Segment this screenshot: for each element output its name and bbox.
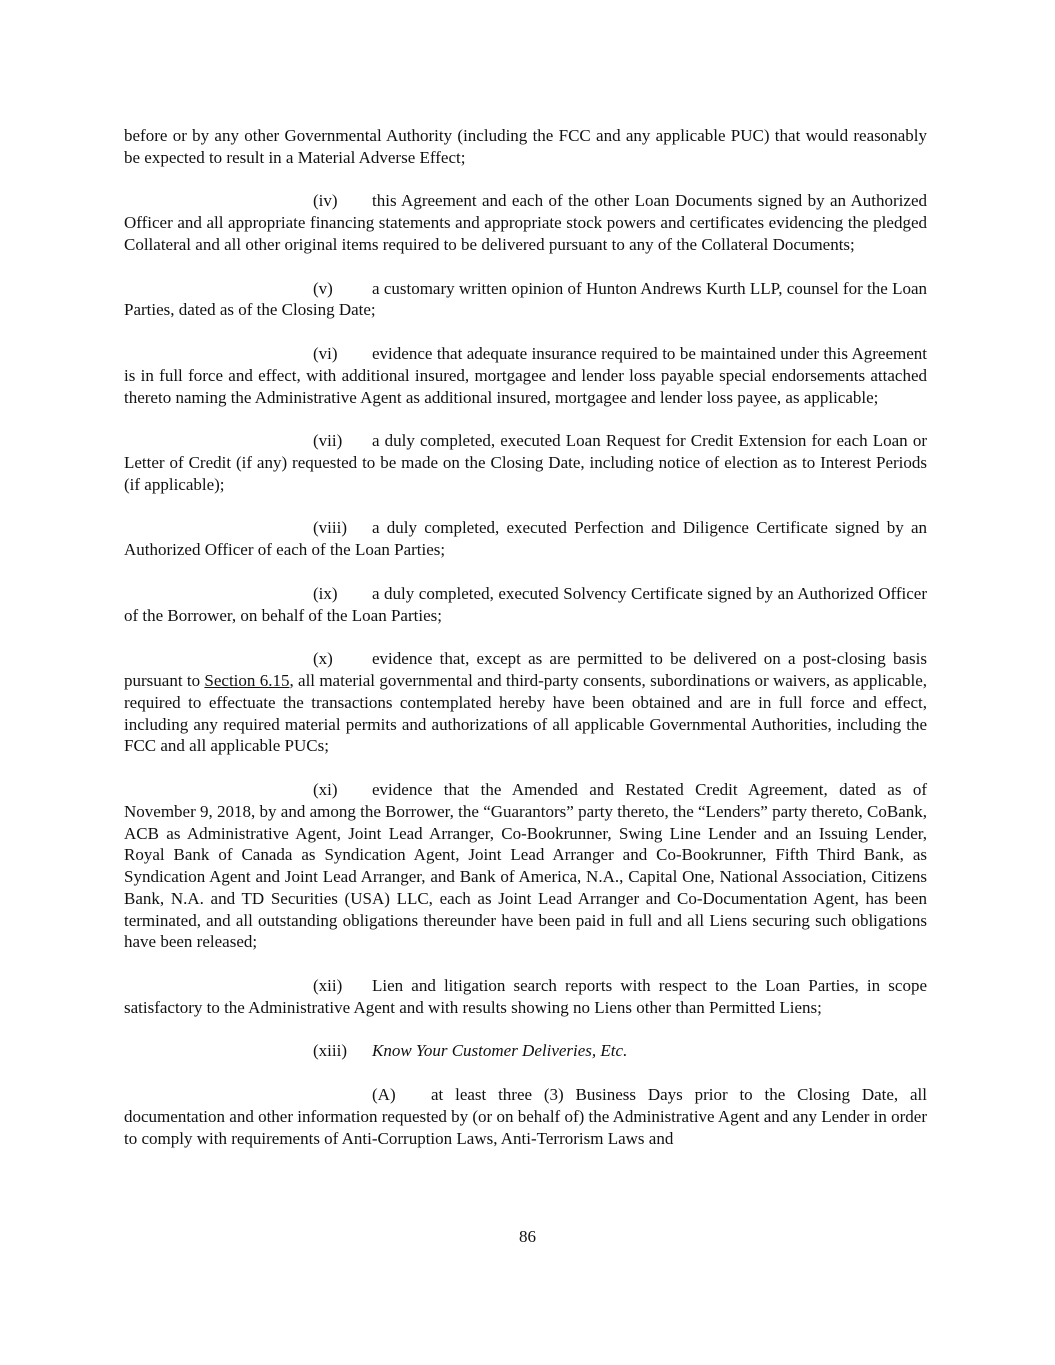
clause-number: (xiii) — [313, 1041, 347, 1061]
clause-text-continued: , all material governmental and third-party consents, subordinations or waivers, as applicable, required to effectuate the transactions contemplated hereby have been obtained and are in full force and effect, including any required material permits and authorizations of all applicable Governmental Authorities, including the FCC and all applicable PUCs; — [124, 670, 927, 756]
clause-heading: Know Your Customer Deliveries, Etc. — [372, 1041, 628, 1061]
section-reference-link[interactable]: Section 6.15 — [204, 670, 290, 690]
clause-vii — [124, 430, 927, 495]
clause-text: a duly completed, executed Loan Request for Credit Extension for each Loan or Letter of Credit (if any) requested to be made on the Closing Date, including notice of election as to Interest Periods (if applicable); — [124, 431, 927, 494]
clause-viii — [124, 517, 927, 561]
page-number: 86 — [519, 1227, 536, 1246]
clause-ix — [124, 583, 927, 627]
clause-text: Lien and litigation search reports with respect to the Loan Parties, in scope satisfactory to the Administrative Agent and with results showing no Liens other than Permitted Liens; — [124, 976, 927, 1017]
clause-number: (A) — [372, 1085, 396, 1105]
clause-number: (vi) — [313, 343, 338, 363]
clause-xi — [124, 779, 927, 953]
page-body — [124, 125, 927, 1171]
clause-number: (xi) — [313, 779, 338, 799]
clause-text: evidence that adequate insurance required to be maintained under this Agreement is in full force and effect, with additional insured, mortgagee and lender loss payable special endorsements attached thereto naming the Administrative Agent as additional insured, mortgagee and lender loss payee, as applicable; — [124, 343, 927, 407]
clause-text: a duly completed, executed Perfection and Diligence Certificate signed by an Authorized Officer of each of the Loan Parties; — [124, 518, 927, 560]
clause-number: (x) — [313, 649, 333, 669]
clause-number: (iv) — [313, 191, 338, 211]
clause-number: (ix) — [313, 583, 338, 603]
clause-text: this Agreement and each of the other Loan Documents signed by an Authorized Officer and all appropriate financing statements and appropriate stock powers and certificates evidencing the pledged Collateral and all other original items required to be delivered pursuant to any of the Collateral Documents; — [124, 191, 927, 254]
clause-number: (vii) — [313, 431, 343, 451]
clause-xiii — [124, 1040, 927, 1062]
continuation-paragraph: before or by any other Governmental Authority (including the FCC and any applicable PUC) that would reasonably be expected to result in a Material Adverse Effect; — [124, 126, 927, 167]
clause-iv — [124, 190, 927, 255]
clause-v — [124, 278, 927, 322]
clause-number: (v) — [313, 278, 333, 298]
subclause-A — [124, 1084, 927, 1149]
clause-text: evidence that the Amended and Restated Credit Agreement, dated as of November 9, 2018, by and among the Borrower, the “Guarantors” party thereto, the “Lenders” party thereto, CoBank, ACB as Administrative Agent, Joint Lead Arranger, Co-Bookrunner, Swing Line Lender and an Issuing Lender, Royal Bank of Canada as Syndication Agent, Joint Lead Arranger and Co-Bookrunner, Fifth Third Bank, as Syndication Agent and Joint Lead Arranger, and Bank of America, N.A., Capital One, National Association, Citizens Bank, N.A. and TD Securities (USA) LLC, each as Joint Lead Arranger and Co-Documentation Agent, has been terminated, and all outstanding obligations thereunder have been paid in full and all Liens securing such obligations have been released; — [124, 779, 927, 952]
clause-text: a duly completed, executed Solvency Certificate signed by an Authorized Officer of the Borrower, on behalf of the Loan Parties; — [124, 583, 927, 625]
clause-x — [124, 648, 927, 757]
clause-number: (viii) — [313, 518, 347, 538]
clause-number: (xii) — [313, 976, 343, 996]
clause-text: evidence that, except as are permitted to be delivered on a post-closing basis pursuant to — [124, 649, 927, 690]
clause-text: a customary written opinion of Hunton Andrews Kurth LLP, counsel for the Loan Parties, dated as of the Closing Date; — [124, 278, 927, 320]
clause-text: at least three (3) Business Days prior to the Closing Date, all documentation and other information requested by (or on behalf of) the Administrative Agent and any Lender in order to comply with requirements of Anti-Corruption Laws, Anti-Terrorism Laws and — [124, 1085, 928, 1148]
clause-xii — [124, 975, 927, 1019]
clause-vi — [124, 343, 927, 408]
